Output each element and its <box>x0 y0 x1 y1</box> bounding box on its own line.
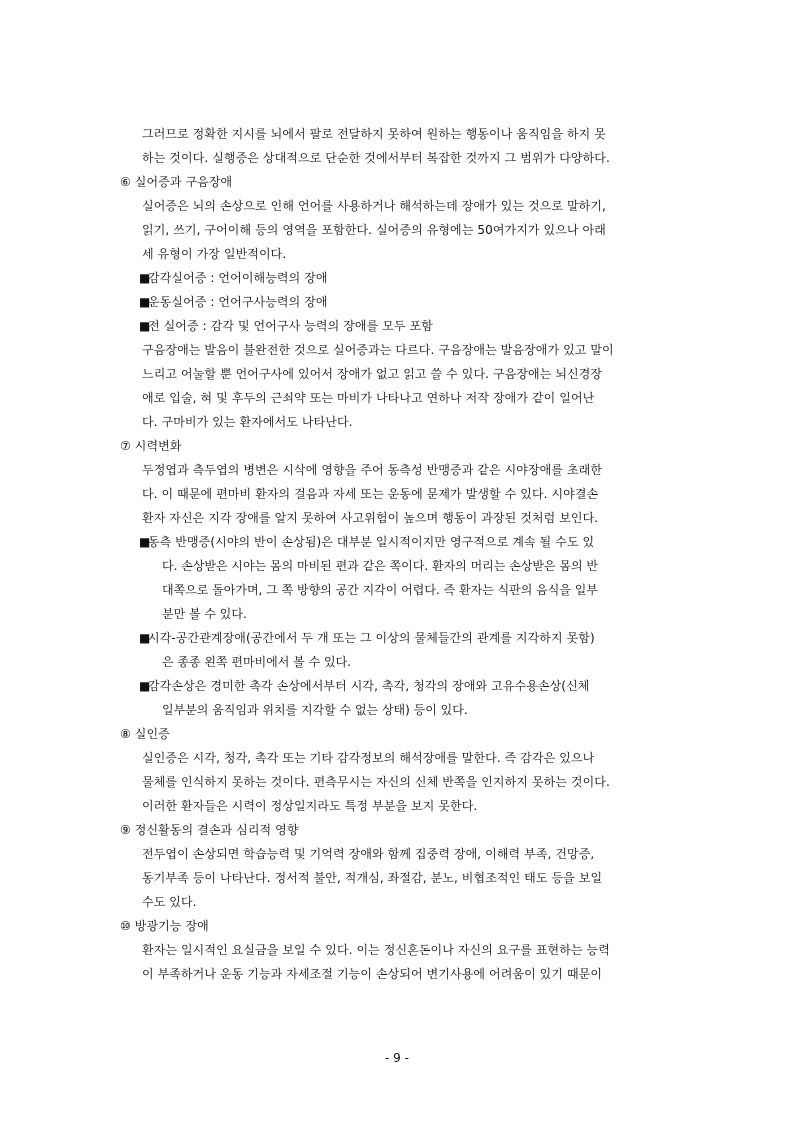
section-heading-bladder: ⑩ 방광기능 장애 <box>120 919 209 933</box>
paragraph-line: 실어증은 뇌의 손상으로 인해 언어를 사용하거나 해석하는데 장애가 있는 것으로 말하기, <box>142 199 606 213</box>
paragraph-line: 실인증은 시각, 청각, 촉각 또는 기타 감각정보의 해석장애를 말한다. 즉 감각은 있으나 <box>142 751 595 765</box>
bullet-continuation: 분만 볼 수 있다. <box>162 607 247 621</box>
bullet-item <box>139 530 700 554</box>
bullet-item <box>139 674 700 698</box>
bullet-item <box>139 266 700 290</box>
section-heading-mental-activity: ⑨ 정신활동의 결손과 심리적 영향 <box>120 823 299 837</box>
paragraph-line: 물체를 인식하지 못하는 것이다. 편측무시는 자신의 신체 반쪽을 인지하지 못하는 것이다. <box>142 775 610 789</box>
bullet-icon: ■ <box>139 535 151 549</box>
paragraph-line: 동기부족 등이 나타난다. 정서적 불안, 적개심, 좌절감, 분노, 비협조적인 태도 등을 보일 <box>142 871 603 885</box>
paragraph-line: 두정엽과 측두엽의 병변은 시삭에 영향을 주어 동측성 반맹증과 같은 시야장애를 초래한 <box>142 463 603 477</box>
bullet-text: 운동실어증 : 언어구사능력의 장애 <box>148 295 328 309</box>
paragraph-line: 읽기, 쓰기, 구어이해 등의 영역을 포함한다. 실어증의 유형에는 50여가지가 있으나 아래 <box>142 223 606 237</box>
paragraph-line: 이 부족하거나 운동 기능과 자세조절 기능이 손상되어 변기사용에 어려움이 있기 때문이 <box>142 967 603 981</box>
bullet-continuation: 일부분의 움직임과 위치를 지각할 수 없는 상태) 등이 있다. <box>162 703 468 717</box>
paragraph-line: 환자 자신은 지각 장애를 알지 못하여 사고위험이 높으며 행동이 과장된 것처럼 보인다. <box>142 511 599 525</box>
page-number: - 9 - <box>385 1051 409 1065</box>
bullet-item <box>139 626 700 650</box>
paragraph-line: 다. 구마비가 있는 환자에서도 나타난다. <box>142 415 353 429</box>
paragraph-line: 애로 입술, 혀 및 후두의 근쇠약 또는 마비가 나타나고 연하나 저작 장애가 같이 일어난 <box>142 391 595 405</box>
bullet-text: 시각-공간관계장애(공간에서 두 개 또는 그 이상의 물체들간의 관계를 지각하지 못함) <box>148 631 595 645</box>
bullet-icon: ■ <box>139 271 151 285</box>
section-heading-vision-change: ⑦ 시력변화 <box>120 439 182 453</box>
bullet-continuation: 은 종종 왼쪽 편마비에서 볼 수 있다. <box>162 655 351 669</box>
bullet-text: 감각손상은 경미한 촉각 손상에서부터 시각, 촉각, 청각의 장애와 고유수용손상(신체 <box>148 679 590 693</box>
bullet-item <box>139 290 700 314</box>
bullet-text: 동측 반맹증(시야의 반이 손상됨)은 대부분 일시적이지만 영구적으로 계속 될 수도 있 <box>148 535 595 549</box>
bullet-text: 감각실어증 : 언어이해능력의 장애 <box>148 271 328 285</box>
bullet-icon: ■ <box>139 319 151 333</box>
paragraph-line: 느리고 어눌할 뿐 언어구사에 있어서 장애가 없고 읽고 쓸 수 있다. 구음장애는 뇌신경장 <box>142 367 603 381</box>
section-heading-agnosia: ⑧ 실인증 <box>120 727 170 741</box>
bullet-icon: ■ <box>139 679 151 693</box>
bullet-item <box>139 314 700 338</box>
document-body <box>120 122 700 986</box>
bullet-continuation: 대쪽으로 돌아가며, 그 쪽 방향의 공간 지각이 어렵다. 즉 환자는 식판의 음식을 일부 <box>162 583 598 597</box>
paragraph-line: 다. 이 때문에 편마비 환자의 걸음과 자세 또는 운동에 문제가 발생할 수 있다. 시야결손 <box>142 487 599 501</box>
paragraph-line: 환자는 일시적인 요실금을 보일 수 있다. 이는 정신혼돈이나 자신의 요구를 표현하는 능력 <box>142 943 610 957</box>
intro-line-2: 하는 것이다. 실행증은 상대적으로 단순한 것에서부터 복잡한 것까지 그 범위가 다양하다. <box>142 151 610 165</box>
paragraph-line: 이러한 환자들은 시력이 정상일지라도 특정 부분을 보지 못한다. <box>142 799 478 813</box>
intro-line-1: 그러므로 정확한 지시를 뇌에서 팔로 전달하지 못하여 원하는 행동이나 움직임을 하지 못 <box>142 127 606 141</box>
bullet-icon: ■ <box>139 295 151 309</box>
paragraph-line: 수도 있다. <box>142 895 197 909</box>
paragraph-line: 전두엽이 손상되면 학습능력 및 기억력 장애와 함께 집중력 장애, 이해력 부족, 건망증, <box>142 847 595 861</box>
paragraph-line: 구음장애는 발음이 불완전한 것으로 실어증과는 다르다. 구음장애는 발음장애가 있고 말이 <box>142 343 614 357</box>
bullet-continuation: 다. 손상받은 시야는 몸의 마비된 편과 같은 쪽이다. 환자의 머리는 손상받은 몸의 반 <box>162 559 598 573</box>
section-heading-aphasia: ⑥ 실어증과 구음장애 <box>120 175 233 189</box>
bullet-icon: ■ <box>139 631 151 645</box>
paragraph-line: 세 유형이 가장 일반적이다. <box>142 247 287 261</box>
bullet-text: 전 실어증 : 감각 및 언어구사 능력의 장애를 모두 포함 <box>148 319 433 333</box>
